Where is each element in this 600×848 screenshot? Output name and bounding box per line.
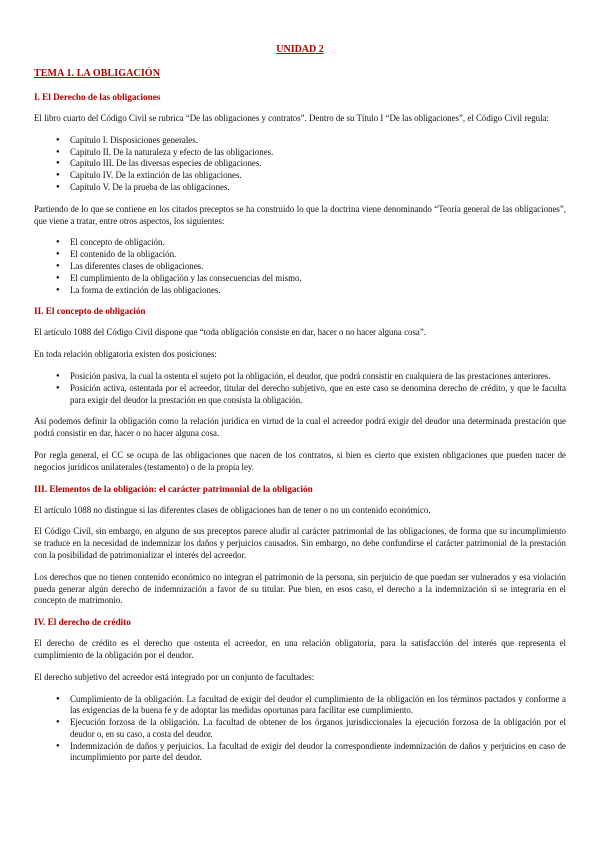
- paragraph: El Código Civil, sin embargo, en alguno de sus preceptos parece aludir al carácter patrimonial de las obligaciones, de forma que su incumplimiento se traduce en la necesidad de indemnizar los daños y perjuicios causados. Sin embargo, no debe confundirse el carácter patrimonial de la prestación con la posibilidad de patrimonializar el interés del acreedor.: [34, 526, 566, 560]
- section-heading-1: I. El Derecho de las obligaciones: [34, 92, 161, 102]
- paragraph: El artículo 1088 del Código Civil dispone que “toda obligación consiste en dar, hacer o no hacer alguna cosa”.: [34, 327, 426, 338]
- positions-list: [34, 371, 566, 406]
- list-item: ● Capítulo II. De la naturaleza y efecto de las obligaciones.: [56, 147, 566, 159]
- list-item: ● Cumplimiento de la obligación. La facultad de exigir del deudor el cumplimiento de la obligación en los términos pactados y conforme a las exigencias de la buena fe y de adoptar las medidas oportunas para facilitar ese cumplimiento.: [56, 694, 566, 718]
- paragraph: El derecho subjetivo del acreedor está integrado por un conjunto de facultades:: [34, 671, 315, 682]
- chapter-list: [34, 135, 566, 194]
- list-item: ● Capítulo III. De las diversas especies de obligaciones.: [56, 158, 566, 170]
- paragraph: El artículo 1088 no distingue si las diferentes clases de obligaciones han de tener o no un contenido económico.: [34, 504, 431, 515]
- list-item: ● El cumplimiento de la obligación y las consecuencias del mismo.: [56, 273, 566, 285]
- list-item: ● Capítulo I. Disposiciones generales.: [56, 135, 566, 147]
- list-item: ● La forma de extinción de las obligaciones.: [56, 285, 566, 297]
- paragraph: Así podemos definir la obligación como la relación jurídica en virtud de la cual el acreedor podrá exigir del deudor una determinada prestación que podrá consistir en dar, hacer o no hacer alguna cosa.: [34, 416, 566, 439]
- topic-title: TEMA 1. LA OBLIGACIÓN: [34, 68, 161, 79]
- paragraph: Partiendo de lo que se contiene en los citados preceptos se ha construido lo que la doctrina viene denominando “Teoría general de las obligaciones”, que viene a tratar, entre otros aspectos, los siguientes:: [34, 203, 566, 226]
- paragraph: Los derechos que no tienen contenido económico no integran el patrimonio de la persona, sin perjuicio de que puedan ser vulnerados y esa violación pueda generar algún derecho de indemnización a favor de su titular. Pue bien, en esos caso, el derecho a la indemnización sí se integraría en el concepto de matrimonio.: [34, 571, 566, 606]
- section-heading-4: IV. El derecho de crédito: [34, 617, 131, 628]
- list-item: ● Capítulo V. De la prueba de las obligaciones.: [56, 182, 566, 194]
- paragraph: El derecho de crédito es el derecho que ostenta el acreedor, en una relación obligatoria, para la satisfacción del interés que representa el cumplimiento de la obligación por el deudor.: [34, 638, 566, 660]
- faculties-list: [34, 694, 566, 765]
- list-item: ● Indemnización de daños y perjuicios. La facultad de exigir del deudor la correspondiente indemnización de daños y perjuicios en caso de incumplimiento por parte del deudor.: [56, 741, 566, 765]
- list-item: ● Posición activa, ostentada por el acreedor, titular del derecho subjetivo, que en este caso se denomina derecho de crédito, y que le faculta para exigir del deudor la prestación en que consista la obligación.: [56, 383, 566, 407]
- list-item: ● El concepto de obligación.: [56, 237, 566, 249]
- list-item: ● Capítulo IV. De la extinción de las obligaciones.: [56, 170, 566, 182]
- unit-title: UNIDAD 2: [276, 44, 324, 55]
- list-item: ● Ejecución forzosa de la obligación. La facultad de obtener de los órganos jurisdiccionales la ejecución forzosa de la obligación por el deudor o, en su caso, a costa del deudor.: [56, 717, 566, 741]
- paragraph: Por regla general, el CC se ocupa de las obligaciones que nacen de los contratos, si bien es cierto que existen obligaciones que pueden nacer de negocios jurídicos unilaterales (testamento) o de la propia ley.: [34, 449, 566, 472]
- topics-list: [34, 237, 566, 296]
- paragraph: En toda relación obligatoria existen dos posiciones:: [34, 349, 217, 360]
- list-item: ● Las diferentes clases de obligaciones.: [56, 261, 566, 273]
- list-item: ● Posición pasiva, la cual la ostenta el sujeto pot la obligación, el deudor, que podrá consistir en cualquiera de las prestaciones anteriores.: [56, 371, 566, 383]
- list-item: ● El contenido de la obligación.: [56, 249, 566, 261]
- section-heading-3: III. Elementos de la obligación: el carácter patrimonial de la obligación: [34, 483, 313, 494]
- section-heading-2: II. El concepto de obligación: [34, 306, 146, 317]
- paragraph: El libro cuarto del Código Civil se rubrica “De las obligaciones y contratos”. Dentro de su Título I “De las obligaciones”, el Código Civil regula:: [34, 113, 549, 123]
